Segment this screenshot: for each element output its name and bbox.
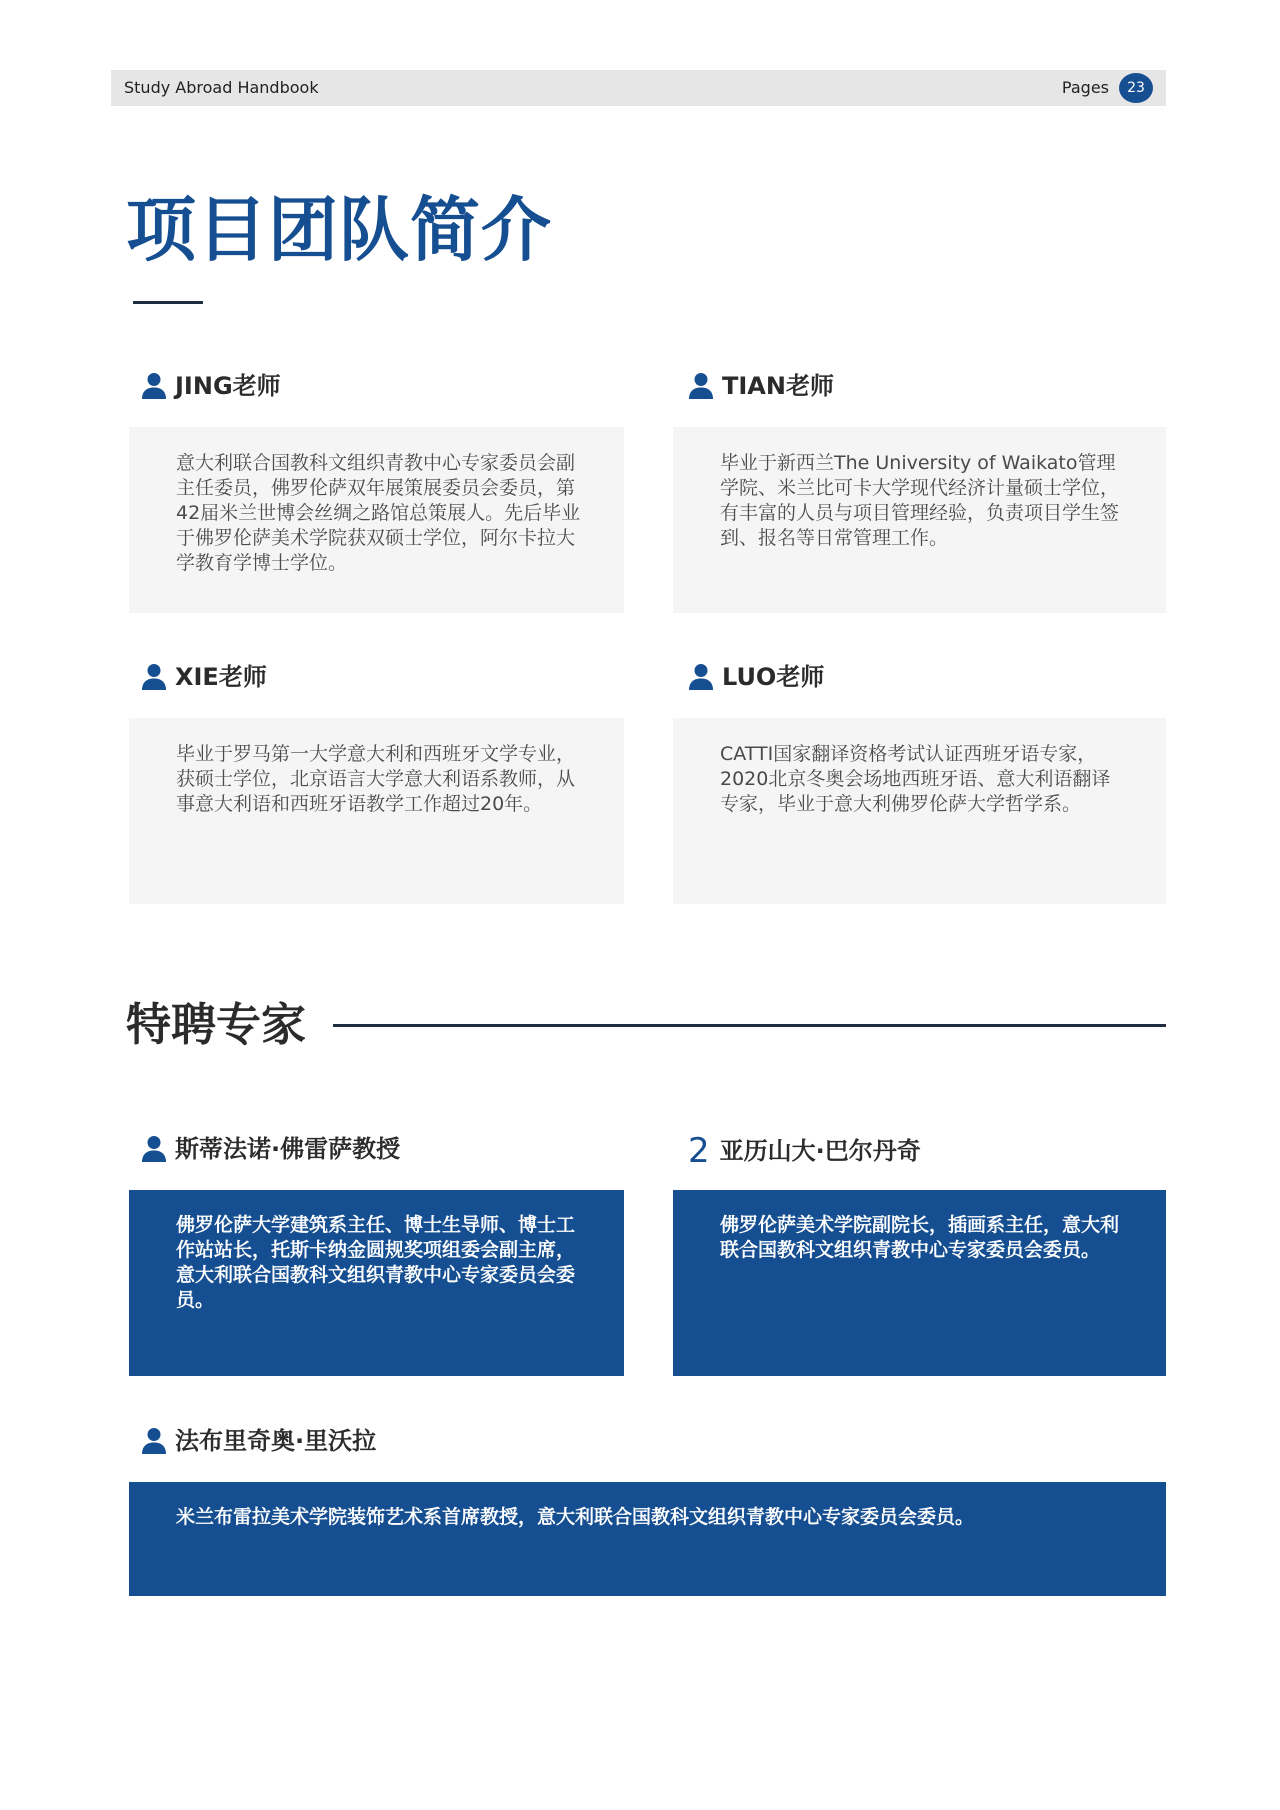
person-icon <box>141 372 167 400</box>
expert-2-heading <box>688 1133 921 1169</box>
header-bar <box>111 70 1166 106</box>
team-member-bio: 意大利联合国教科文组织青教中心专家委员会副主任委员，佛罗伦萨双年展策展委员会委员，第42届米兰世博会丝绸之路馆总策展人。先后毕业于佛罗伦萨美术学院获双硕士学位，阿尔卡拉大学教育学博士学位。 <box>176 452 581 574</box>
team-member-bio: 毕业于新西兰The University of Waikato管理学院、米兰比可卡大学现代经济计量硕士学位，有丰富的人员与项目管理经验，负责项目学生签到、报名等日常管理工作。 <box>720 452 1120 549</box>
person-icon <box>688 663 714 691</box>
expert-bio: 佛罗伦萨美术学院副院长，插画系主任，意大利联合国教科文组织青教中心专家委员会委员。 <box>720 1214 1120 1261</box>
team-member-tian-heading <box>688 368 834 404</box>
team-member-name: JING老师 <box>175 372 281 400</box>
team-member-name: XIE老师 <box>175 663 267 691</box>
team-member-xie-card <box>129 718 624 904</box>
expert-number: 2 <box>688 1131 710 1171</box>
expert-name: 亚历山大·巴尔丹奇 <box>719 1137 921 1165</box>
expert-1-heading <box>141 1131 400 1167</box>
section-title: 特聘专家 <box>126 998 307 1051</box>
expert-bio: 佛罗伦萨大学建筑系主任、博士生导师、博士工作站站长，托斯卡纳金圆规奖项组委会副主席，意大利联合国教科文组织青教中心专家委员会委员。 <box>176 1214 576 1311</box>
team-member-luo-card <box>673 718 1166 904</box>
expert-name: 斯蒂法诺·佛雷萨教授 <box>175 1135 401 1163</box>
person-icon <box>141 1427 167 1455</box>
team-member-name: LUO老师 <box>722 663 825 691</box>
person-icon <box>141 1135 167 1163</box>
person-icon <box>688 372 714 400</box>
page-title: 项目团队简介 <box>126 189 552 271</box>
expert-2-card <box>673 1190 1166 1376</box>
title-underline <box>133 301 203 304</box>
page-number-badge: 23 <box>1119 73 1153 103</box>
expert-name: 法布里奇奥·里沃拉 <box>175 1427 377 1455</box>
team-member-jing-card <box>129 427 624 613</box>
team-member-luo-heading <box>688 659 824 695</box>
expert-1-card <box>129 1190 624 1376</box>
pages-label: Pages <box>1061 78 1109 97</box>
team-member-bio: CATTI国家翻译资格考试认证西班牙语专家，2020北京冬奥会场地西班牙语、意大利语翻译专家，毕业于意大利佛罗伦萨大学哲学系。 <box>720 743 1111 815</box>
expert-bio: 米兰布雷拉美术学院装饰艺术系首席教授，意大利联合国教科文组织青教中心专家委员会委员。 <box>176 1506 975 1528</box>
team-member-name: TIAN老师 <box>722 372 834 400</box>
team-member-xie-heading <box>141 659 267 695</box>
team-member-jing-heading <box>141 368 281 404</box>
section-rule <box>333 1024 1166 1027</box>
handbook-title: Study Abroad Handbook <box>124 78 319 97</box>
team-member-tian-card <box>673 427 1166 613</box>
expert-3-card <box>129 1482 1166 1596</box>
person-icon <box>141 663 167 691</box>
team-member-bio: 毕业于罗马第一大学意大利和西班牙文学专业，获硕士学位，北京语言大学意大利语系教师，从事意大利语和西班牙语教学工作超过20年。 <box>176 743 576 815</box>
expert-3-heading <box>141 1423 376 1459</box>
